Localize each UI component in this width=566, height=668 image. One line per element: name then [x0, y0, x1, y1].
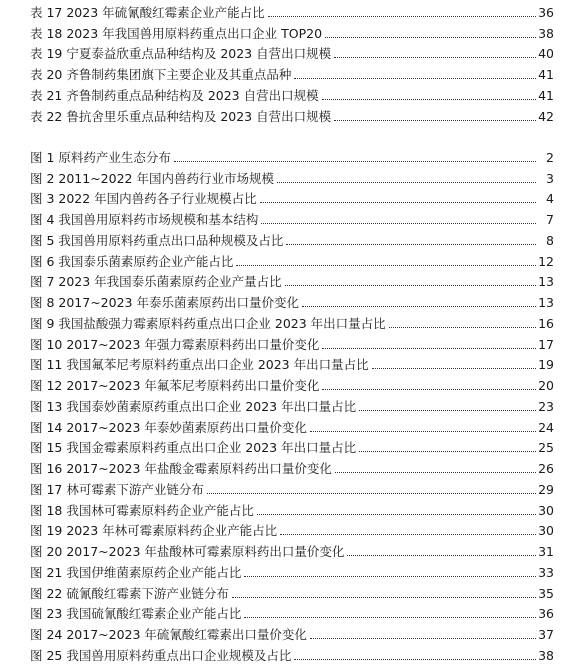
toc-entry-figure[interactable] [30, 602, 554, 623]
toc-entry-table[interactable] [30, 62, 554, 83]
toc-page-number: 31 [538, 544, 554, 559]
dot-leader [322, 389, 536, 390]
dot-leader [232, 597, 536, 598]
dot-leader [347, 555, 536, 556]
toc-page-number: 29 [538, 481, 554, 497]
toc-entry-label: 图 25 我国兽用原料药重点出口企业规模及占比 [30, 647, 292, 663]
toc-page-number: 41 [538, 87, 554, 103]
toc-page-number: 30 [538, 502, 554, 518]
toc-entry-table[interactable] [30, 21, 554, 42]
dot-leader [285, 285, 536, 286]
toc-entry-label: 图 17 林可霉素下游产业链分布 [30, 481, 204, 497]
toc-entry-label: 表 19 宁夏泰益欣重点品种结构及 2023 自营出口规模 [30, 46, 332, 62]
toc-page-number: 20 [538, 378, 554, 393]
toc-page-number: 12 [538, 253, 554, 269]
dot-leader [359, 410, 536, 411]
dot-leader [280, 534, 536, 535]
toc-entry-label: 表 18 2023 年我国兽用原料药重点出口企业 TOP20 [30, 25, 323, 41]
toc-entry-figure[interactable] [30, 228, 554, 249]
toc-page-number: 24 [538, 419, 554, 435]
dot-leader [244, 617, 536, 618]
dot-leader [257, 514, 536, 515]
dot-leader [310, 431, 536, 432]
table-list [30, 0, 554, 125]
toc-entry-figure[interactable] [30, 456, 554, 477]
toc-entry-figure[interactable] [30, 436, 554, 457]
dot-leader [334, 57, 536, 58]
toc-entry-label: 图 13 我国泰妙菌素原药重点出口企业 2023 年出口量占比 [30, 398, 357, 414]
toc-entry-label: 图 12 2017~2023 年氟苯尼考原料药出口量价变化 [30, 378, 320, 393]
dot-leader [236, 265, 536, 266]
toc-entry-label: 图 5 我国兽用原料药重点出口品种规模及占比 [30, 232, 284, 248]
toc-entry-table[interactable] [30, 83, 554, 104]
toc-entry-label: 图 1 原料药产业生态分布 [30, 149, 171, 165]
toc-page-number: 13 [538, 274, 554, 290]
toc-entry-figure[interactable] [30, 394, 554, 415]
toc-page-number: 42 [538, 108, 554, 124]
toc-page-number: 33 [538, 564, 554, 580]
dot-leader [294, 659, 536, 660]
dot-leader [325, 37, 536, 38]
toc-page-number: 19 [538, 357, 554, 373]
dot-leader [334, 120, 536, 121]
toc-entry-label: 图 10 2017~2023 年强力霉素原料药出口量价变化 [30, 336, 320, 352]
toc-page-number: 3 [546, 170, 554, 186]
toc-entry-label: 图 21 我国伊维菌素原药企业产能占比 [30, 564, 242, 580]
toc-entry-figure[interactable] [30, 539, 554, 560]
toc-entry-figure[interactable] [30, 270, 554, 291]
toc-entry-label: 图 19 2023 年林可霉素原料药企业产能占比 [30, 523, 278, 539]
toc-entry-label: 图 20 2017~2023 年盐酸林可霉素原料药出口量价变化 [30, 544, 345, 559]
toc-entry-label: 表 17 2023 年硫氰酸红霉素企业产能占比 [30, 4, 265, 20]
toc-page-number: 25 [538, 440, 554, 456]
toc-page-number: 30 [538, 523, 554, 539]
dot-leader [174, 161, 536, 162]
toc-page-number: 41 [538, 67, 554, 82]
toc-entry-table[interactable] [30, 0, 554, 21]
dot-leader [302, 306, 536, 307]
toc-entry-figure[interactable] [30, 560, 554, 581]
toc-entry-figure[interactable] [30, 290, 554, 311]
dot-leader [359, 451, 536, 452]
toc-entry-figure[interactable] [30, 373, 554, 394]
toc-entry-label: 图 3 2022 年国内兽药各子行业规模占比 [30, 191, 257, 207]
toc-entry-figure[interactable] [30, 519, 554, 540]
dot-leader [261, 223, 536, 224]
dot-leader [322, 99, 536, 100]
toc-page-number: 8 [546, 232, 554, 248]
toc-entry-label: 图 7 2023 年我国泰乐菌素原药企业产量占比 [30, 274, 282, 290]
toc-entry-label: 表 20 齐鲁制药集团旗下主要企业及其重点品种 [30, 67, 292, 82]
toc-entry-label: 图 9 我国盐酸强力霉素原料药重点出口企业 2023 年出口量占比 [30, 315, 386, 331]
dot-leader [244, 576, 536, 577]
toc-entry-figure[interactable] [30, 311, 554, 332]
toc-entry-label: 图 24 2017~2023 年硫氰酸红霉素出口量价变化 [30, 627, 307, 642]
dot-leader [389, 327, 536, 328]
toc-entry-label: 图 6 我国泰乐菌素原药企业产能占比 [30, 253, 234, 269]
toc-page-number: 7 [546, 212, 554, 227]
dot-leader [310, 638, 536, 639]
toc-entry-label: 图 14 2017~2023 年泰妙菌素原药出口量价变化 [30, 419, 307, 435]
dot-leader [260, 202, 536, 203]
toc-page-number: 40 [538, 46, 554, 62]
dot-leader [322, 348, 536, 349]
toc-entry-figure[interactable] [30, 353, 554, 374]
toc-entry-figure[interactable] [30, 249, 554, 270]
toc-entry-label: 图 8 2017~2023 年泰乐菌素原药出口量价变化 [30, 295, 299, 310]
toc-entry-figure[interactable] [30, 207, 554, 228]
toc-entry-figure[interactable] [30, 477, 554, 498]
toc-entry-label: 图 23 我国硫氰酸红霉素企业产能占比 [30, 606, 242, 622]
toc-entry-table[interactable] [30, 42, 554, 63]
toc-page-number: 38 [538, 25, 554, 41]
toc-page-number: 36 [538, 606, 554, 622]
toc-entry-figure[interactable] [30, 643, 554, 664]
toc-page-number: 38 [538, 647, 554, 663]
toc-entry-label: 图 16 2017~2023 年盐酸金霉素原料药出口量价变化 [30, 461, 332, 476]
toc-page-number: 13 [538, 295, 554, 310]
toc-entry-label: 表 21 齐鲁制药重点品种结构及 2023 自营出口规模 [30, 87, 319, 103]
toc-page-number: 4 [546, 191, 554, 207]
dot-leader [286, 244, 536, 245]
dot-leader [207, 493, 536, 494]
toc-entry-label: 图 11 我国氟苯尼考原料药重点出口企业 2023 年出口量占比 [30, 357, 369, 373]
toc-entry-figure[interactable] [30, 187, 554, 208]
dot-leader [372, 368, 536, 369]
toc-page-number: 16 [538, 315, 554, 331]
toc-page-number: 2 [546, 149, 554, 165]
dot-leader [268, 16, 536, 17]
toc-page-number: 23 [538, 398, 554, 414]
toc-page-number: 35 [538, 585, 554, 601]
dot-leader [294, 78, 536, 79]
toc-entry-figure[interactable] [30, 145, 554, 166]
toc-entry-figure[interactable] [30, 415, 554, 436]
toc-entry-table[interactable] [30, 104, 554, 125]
toc-entry-label: 表 22 鲁抗舍里乐重点品种结构及 2023 自营出口规模 [30, 108, 332, 124]
toc-entry-label: 图 15 我国金霉素原料药重点出口企业 2023 年出口量占比 [30, 440, 357, 456]
toc-entry-figure[interactable] [30, 166, 554, 187]
toc-page-number: 26 [538, 461, 554, 476]
toc-entry-figure[interactable] [30, 622, 554, 643]
toc-entry-label: 图 22 硫氰酸红霉素下游产业链分布 [30, 585, 229, 601]
toc-entry-figure[interactable] [30, 332, 554, 353]
toc-page-number: 36 [538, 4, 554, 20]
figure-list [30, 145, 554, 664]
toc-entry-figure[interactable] [30, 498, 554, 519]
toc-entry-figure[interactable] [30, 581, 554, 602]
toc-page-number: 17 [538, 336, 554, 352]
dot-leader [277, 182, 536, 183]
dot-leader [335, 472, 536, 473]
toc-entry-label: 图 4 我国兽用原料药市场规模和基本结构 [30, 212, 259, 227]
toc-entry-label: 图 2 2011~2022 年国内兽药行业市场规模 [30, 170, 274, 186]
toc-page-number: 37 [538, 627, 554, 642]
toc-entry-label: 图 18 我国林可霉素原料药企业产能占比 [30, 502, 254, 518]
